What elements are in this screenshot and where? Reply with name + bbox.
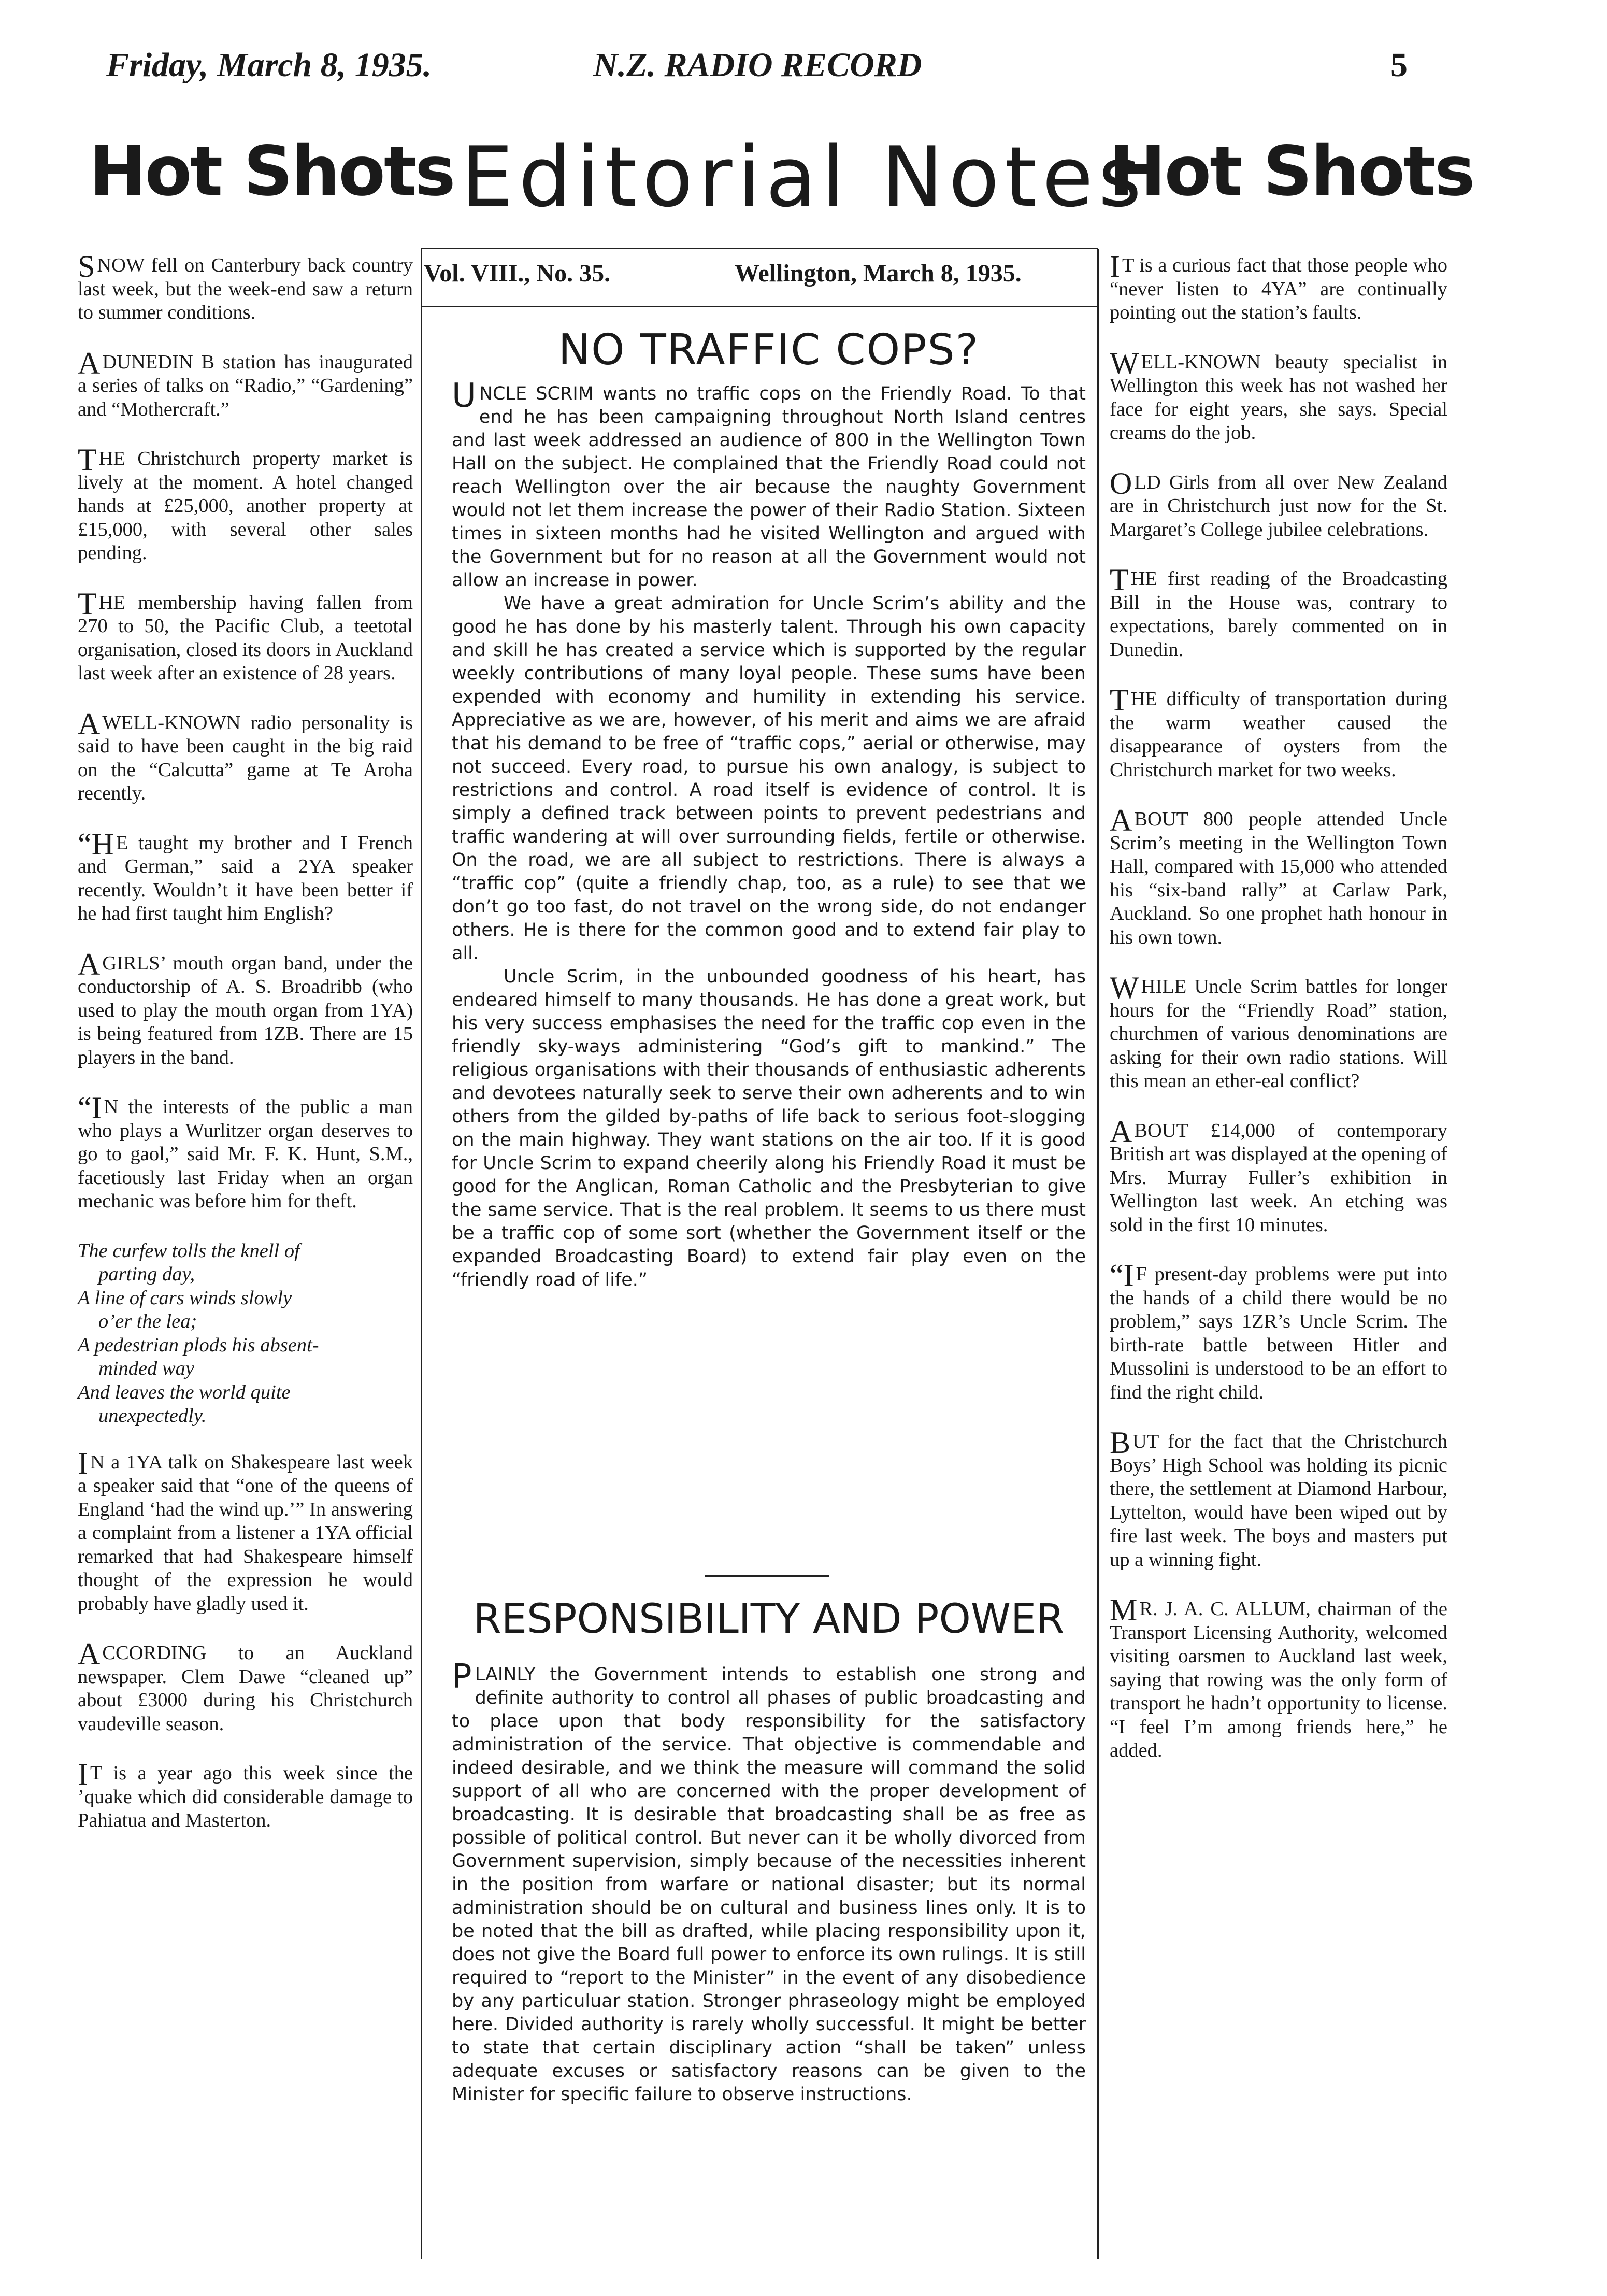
news-item: I N a 1YA talk on Shakespeare last week a speaker said that “one of the queens of England ‘had the wind up.’” In answering a complaint from a listener a 1YA official remarked that had Shakespeare himself thought of the expression he would probably have gladly used it. [78, 1446, 413, 1615]
news-item: “I N the interests of the public a man who plays a Wurlitzer organ deserves to go to gaol,” said Mr. F. K. Hunt, S.M., facetiously last Friday when an organ mechanic was before him for theft. [78, 1091, 413, 1212]
news-item: WHILE Uncle Scrim battles for longer hours for the “Friendly Road” station, churchmen of various denominations are asking for their own radio stations. Will this mean an ether-eal conflict? [1110, 971, 1447, 1092]
news-item: THE membership having fallen from 270 to 50, the Pacific Club, a teetotal organisation, closed its doors in Auckland last week after an existence of 28 years. [78, 586, 413, 684]
hot-shots-banner-right: Hot Shots [1109, 132, 1474, 211]
news-item: THE Christchurch property market is lively at the moment. A hotel changed hands at £25,000, another property at £15,000, with several other sales pending. [78, 443, 413, 564]
news-item: A GIRLS’ mouth organ band, under the conductorship of A. S. Broadribb (who used to play the mouth organ from 1YA) is being featured from 1ZB. There are 15 players in the band. [78, 947, 413, 1068]
editorial-traffic-cops [452, 377, 1086, 1292]
issue-date: Friday, March 8, 1935. [106, 46, 432, 84]
center-top-rule [421, 248, 1098, 249]
hot-shots-left-column [78, 249, 413, 1859]
editorial-responsibility [452, 1658, 1086, 2106]
editorial-paragraph: Uncle Scrim, in the unbounded goodness of his heart, has endeared himself to many thousands. He has done a great work, but his very success emphasises the need for the traffic cop even in the friendly sky-ways administering “God’s gift to mankind.” The religious organisations with their thousands of enthusiastic adherents and devotees naturally seek to serve their own adherents and to win others from the gilded by-paths of life back to serious foot-slogging on the main highway. They want stations on the air too. If it is good for Uncle Scrim to expand cheerily along his Friendly Road it must be good for the Anglican, Roman Catholic and the Presbyterian to give the same service. That is the real problem. It seems to us there must be a traffic cop of some sort (whether the Government itself or the expanded Broadcasting Board) to extend fair play even on the “friendly road of life.” [452, 966, 1086, 1290]
volume-number: Vol. VIII., No. 35. [424, 260, 611, 287]
editorial-paragraph: PLAINLY the Government intends to establish one strong and definite authority to control all phases of public broadcasting and to place upon that body responsibility for the satisfactory administration of the service. That objective is commendable and indeed desirable, and we think the measure will command the solid support of all who are concerned with the proper development of broadcasting. It is desirable that broadcasting shall be as free as possible of political control. But never can it be wholly divorced from Government supervision, simply because of the necessities inherent in the position from warfare or national disaster; but its normal administration should be on cultural and business lines only. It is to be noted that the bill as drafted, while placing responsibility upon it, does not give the Board full power to enforce its own rulings. It is still required to “report to the Minister” in the event of any disobedience by any particuluar station. Stronger phraseology might be employed here. Divided authority is rarely wholly successful. It might be better to state that certain disciplinary action “shall be taken” unless adequate excuses or satisfactory reasons can be given to the Minister for specific failure to observe instructions. [452, 1658, 1086, 2105]
news-item: WELL-KNOWN beauty specialist in Wellington this week has not washed her face for eight years, she says. Special creams do the job. [1110, 346, 1447, 444]
news-item: I T is a year ago this week since the ’quake which did considerable damage to Pahiatua and Masterton. [78, 1757, 413, 1831]
hot-shots-banner-left: Hot Shots [89, 132, 454, 211]
news-item: M R. J. A. C. ALLUM, chairman of the Transport Licensing Authority, welcomed visiting oarsmen to Auckland last week, saying that rowing was the only form of transport he hadn’t opportunity to license. “I feel I’m among friends here,” he added. [1110, 1593, 1447, 1761]
column-rule-right [1097, 249, 1099, 2259]
news-item: BUT for the fact that the Christchurch Boys’ High School was holding its picnic there, the settlement at Diamond Harbour, Lyttelton, would have been wiped out by fire last week. The boys and masters put up a winning fight. [1110, 1425, 1447, 1571]
news-item: OLD Girls from all over New Zealand are in Christchurch just now for the St. Margaret’s College jubilee celebrations. [1110, 466, 1447, 540]
news-item: A WELL-KNOWN radio personality is said to have been caught in the big raid on the “Calcutta” game at Te Aroha recently. [78, 706, 413, 804]
news-item: A DUNEDIN B station has inaugurated a series of talks on “Radio,” “Gardening” and “Mothercraft.” [78, 346, 413, 420]
editorial-heading-traffic-cops: NO TRAFFIC COPS? [558, 325, 980, 375]
news-item: “H E taught my brother and I French and German,” said a 2YA speaker recently. Wouldn’t it have been better if he had first taught him English? [78, 826, 413, 924]
news-item: ACCORDING to an Auckland newspaper. Clem Dawe “cleaned up” about £3000 during his Christchurch vaudeville season. [78, 1637, 413, 1735]
hot-shots-right-column [1110, 249, 1447, 1789]
news-item: ABOUT £14,000 of contemporary British art was displayed at the opening of Mrs. Murray Fuller’s exhibition in Wellington last week. An etching was sold in the first 10 minutes. [1110, 1114, 1447, 1236]
verse: The curfew tolls the knell of parting day, A line of cars winds slowly o’er the lea; A pedestrian plods his absent- minded way And leaves the world quite unexpectedly. [78, 1239, 319, 1427]
news-item: THE first reading of the Broadcasting Bill in the House was, contrary to expectations, barely commented on in Dunedin. [1110, 563, 1447, 661]
editorial-paragraph: We have a great admiration for Uncle Scrim’s ability and the good he has done by his masterly talent. Through his own capacity and skill he has created a service which is supported by the regular weekly contributions of many loyal people. These sums have been expended with economy and humility in extending his service. Appreciative as we are, however, of his merit and aims we are afraid that his demand to be free of “traffic cops,” aerial or otherwise, may not succeed. Every road, to pursue his own analogy, is subject to restrictions and control. A road itself is evidence of control. It is simply a defined track between points to prevent pedestrians and traffic wandering at will over surrounding fields, fertile or otherwise. On the road, we are all subject to restrictions. There is always a “traffic cop” (quite a friendly chap, too, as a rule) to see that we don’t go too fast, do not travel on the wrong side, do not endanger others. He is there for the common good and to extend fair play to all. [452, 593, 1086, 964]
editorial-heading-responsibility: RESPONSIBILITY AND POWER [473, 1596, 1065, 1643]
news-item: THE difficulty of transportation during the warm weather caused the disappearance of oysters from the Christchurch market for two weeks. [1110, 683, 1447, 781]
editorial-notes-banner: Editorial Notes [461, 129, 1147, 225]
editorial-paragraph: UNCLE SCRIM wants no traffic cops on the Friendly Road. To that end he has been campaigning throughout North Island centres and last week addressed an audience of 800 in the Wellington Town Hall on the subject. He complained that the Friendly Road could not reach Wellington over the air because the naughty Government would not let them increase the power of their Radio Station. Sixteen times in sixteen months had he visited Wellington and argued with the Government but for no reason at all the Government would not allow an increase in power. [452, 377, 1086, 591]
publication-name: N.Z. RADIO RECORD [593, 46, 922, 84]
volume-place-date: Wellington, March 8, 1935. [735, 260, 1022, 287]
page-number: 5 [1390, 46, 1408, 84]
column-rule-left [421, 249, 422, 2259]
news-item: “I F present-day problems were put into the hands of a child there would be no problem,” says 1ZR’s Uncle Scrim. The birth-rate battle between Hitler and Mussolini is understood to be an effort to find the right child. [1110, 1258, 1447, 1403]
volume-line [424, 259, 1097, 288]
section-divider [705, 1575, 829, 1577]
news-item: I T is a curious fact that those people who “never listen to 4YA” are continually pointing out the station’s faults. [1110, 249, 1447, 323]
news-item: SNOW fell on Canterbury back country last week, but the week-end saw a return to summer conditions. [78, 249, 413, 323]
volume-rule [421, 306, 1098, 307]
news-item: ABOUT 800 people attended Uncle Scrim’s meeting in the Wellington Town Hall, compared with 15,000 who attended his “six-band rally” at Carlaw Park, Auckland. So one prophet hath honour in his own town. [1110, 803, 1447, 948]
